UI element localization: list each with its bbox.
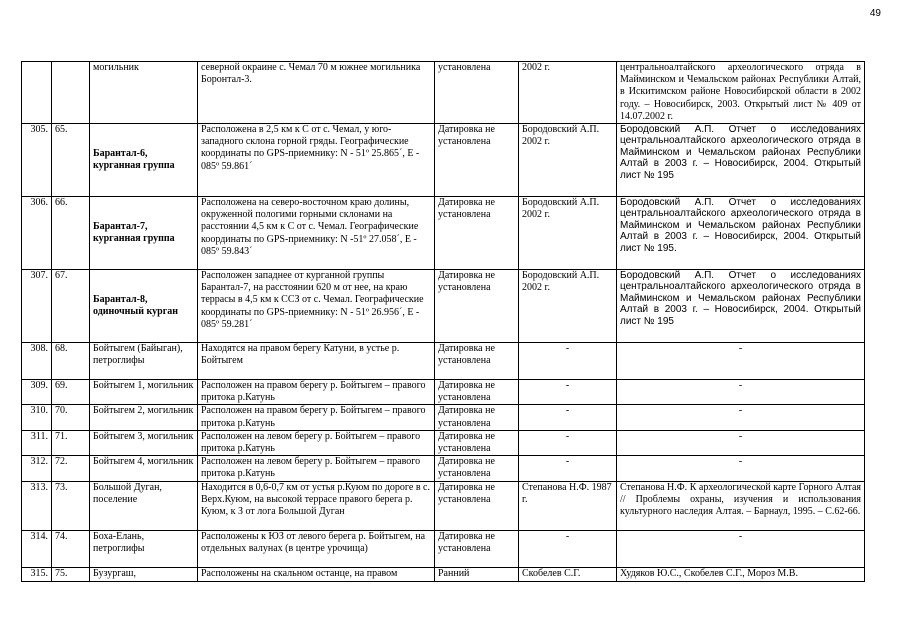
dating-cell: Ранний — [435, 567, 519, 581]
row-number-cell: 311. — [22, 430, 52, 455]
literature-cell: Бородовский А.П. Отчет о исследованиях центральноалтайского археологического отряда в Майминском и Чемальском районах Республики Алтай в 2003 г. – Новосибирск, 2004. Открытый лист № 195. — [617, 197, 865, 270]
row-number-cell: 314. — [22, 530, 52, 567]
dating-cell: Датировка не установлена — [435, 380, 519, 405]
district-number-cell: 71. — [52, 430, 90, 455]
monument-name-cell: Боха-Елань, петроглифы — [90, 530, 198, 567]
row-number-cell: 306. — [22, 197, 52, 270]
table-row — [22, 124, 865, 197]
location-cell: Расположены к ЮЗ от левого берега р. Бойтыгем, на отдельных валунах (в центре урочища) — [198, 530, 435, 567]
monument-name-cell: Бойтыгем (Байыган), петроглифы — [90, 343, 198, 380]
location-cell: Расположен на левом берегу р. Бойтыгем – правого притока р.Катунь — [198, 456, 435, 481]
table-row — [22, 380, 865, 405]
district-number-cell: 75. — [52, 567, 90, 581]
table-row — [22, 270, 865, 343]
dating-cell: Датировка не установлена — [435, 343, 519, 380]
table-row — [22, 481, 865, 530]
researcher-cell: - — [519, 380, 617, 405]
monument-name-cell: Барантал-7, курганная группа — [90, 197, 198, 270]
table-row — [22, 62, 865, 124]
researcher-cell: - — [519, 430, 617, 455]
row-number-cell: 310. — [22, 405, 52, 430]
researcher-cell: - — [519, 405, 617, 430]
location-cell: Находятся на правом берегу Катуни, в устье р. Бойтыгем — [198, 343, 435, 380]
literature-cell: Степанова Н.Ф. К археологической карте Горного Алтая // Проблемы охраны, изучения и использования культурного наследия Алтая. – Барнаул, 1995. – С.62-66. — [617, 481, 865, 530]
monument-name-cell: Барантал-6, курганная группа — [90, 124, 198, 197]
dating-cell: Датировка не установлена — [435, 405, 519, 430]
dating-cell: Датировка не установлена — [435, 530, 519, 567]
location-cell: Расположена в 2,5 км к С от с. Чемал, у юго-западного склона горной гряды. Географические координаты по GPS-приемнику: N - 51º 25.865´, E - 085º 59.861´ — [198, 124, 435, 197]
dating-cell: Датировка не установлена — [435, 456, 519, 481]
location-cell: Расположен на левом берегу р. Бойтыгем – правого притока р.Катунь — [198, 430, 435, 455]
table-row — [22, 530, 865, 567]
row-number-cell: 309. — [22, 380, 52, 405]
table-row — [22, 343, 865, 380]
researcher-cell: 2002 г. — [519, 62, 617, 124]
researcher-cell: - — [519, 530, 617, 567]
row-number-cell: 312. — [22, 456, 52, 481]
district-number-cell: 68. — [52, 343, 90, 380]
district-number-cell: 66. — [52, 197, 90, 270]
monument-name-cell: могильник — [90, 62, 198, 124]
literature-cell: Бородовский А.П. Отчет о исследованиях центральноалтайского археологического отряда в Майминском и Чемальском районах Республики Алтай в 2003 г. – Новосибирск, 2004. Открытый лист № 195 — [617, 124, 865, 197]
researcher-cell: Скобелев С.Г. — [519, 567, 617, 581]
row-number-cell: 307. — [22, 270, 52, 343]
dating-cell: Датировка не установлена — [435, 430, 519, 455]
row-number-cell: 308. — [22, 343, 52, 380]
monument-name-cell: Бузургаш, — [90, 567, 198, 581]
row-number-cell — [22, 62, 52, 124]
table-row — [22, 405, 865, 430]
literature-cell: Худяков Ю.С., Скобелев С.Г., Мороз М.В. — [617, 567, 865, 581]
district-number-cell: 65. — [52, 124, 90, 197]
table-row — [22, 430, 865, 455]
monument-name-cell: Бойтыгем 1, могильник — [90, 380, 198, 405]
district-number-cell: 67. — [52, 270, 90, 343]
literature-cell: - — [617, 405, 865, 430]
researcher-cell: Бородовский А.П. 2002 г. — [519, 270, 617, 343]
table-row — [22, 456, 865, 481]
dating-cell: Датировка не установлена — [435, 270, 519, 343]
district-number-cell: 72. — [52, 456, 90, 481]
district-number-cell: 70. — [52, 405, 90, 430]
table-row — [22, 567, 865, 581]
monument-name-cell: Бойтыгем 3, могильник — [90, 430, 198, 455]
dating-cell: Датировка не установлена — [435, 197, 519, 270]
location-cell: Расположены на скальном останце, на правом — [198, 567, 435, 581]
researcher-cell: Степанова Н.Ф. 1987 г. — [519, 481, 617, 530]
researcher-cell: - — [519, 456, 617, 481]
researcher-cell: - — [519, 343, 617, 380]
literature-cell: Бородовский А.П. Отчет о исследованиях центральноалтайского археологического отряда в Майминском и Чемальском районах Республики Алтай в 2003 г. – Новосибирск, 2004. Открытый лист № 195 — [617, 270, 865, 343]
literature-cell: - — [617, 380, 865, 405]
dating-cell: установлена — [435, 62, 519, 124]
monuments-table — [21, 61, 865, 582]
district-number-cell: 69. — [52, 380, 90, 405]
dating-cell: Датировка не установлена — [435, 481, 519, 530]
monument-name-cell: Большой Дуган, поселение — [90, 481, 198, 530]
page-number: 49 — [869, 8, 881, 19]
literature-cell: - — [617, 430, 865, 455]
district-number-cell — [52, 62, 90, 124]
researcher-cell: Бородовский А.П. 2002 г. — [519, 197, 617, 270]
monument-name-cell: Бойтыгем 2, могильник — [90, 405, 198, 430]
dating-cell: Датировка не установлена — [435, 124, 519, 197]
row-number-cell: 313. — [22, 481, 52, 530]
table-body — [22, 62, 865, 582]
location-cell: северной окраине с. Чемал 70 м южнее могильника Боронтал-3. — [198, 62, 435, 124]
district-number-cell: 74. — [52, 530, 90, 567]
researcher-cell: Бородовский А.П. 2002 г. — [519, 124, 617, 197]
literature-cell: - — [617, 530, 865, 567]
location-cell: Расположен на правом берегу р. Бойтыгем – правого притока р.Катунь — [198, 380, 435, 405]
literature-cell: центральноалтайского археологического отряда в Майминском и Чемальском районах Республики Алтай, в Искитимском районе Новосибирской области в 2002 году. – Новосибирск, 2003. Открытый лист № 409 от 14.07.2002 г. — [617, 62, 865, 124]
location-cell: Находится в 0,6-0,7 км от устья р.Куюм по дороге в с. Верх.Куюм, на высокой террасе правого берега р. Куюм, к З от лога Большой Дуган — [198, 481, 435, 530]
row-number-cell: 305. — [22, 124, 52, 197]
district-number-cell: 73. — [52, 481, 90, 530]
location-cell: Расположен западнее от курганной группы Барантал-7, на расстоянии 620 м от нее, на краю террасы в 4,5 км к ССЗ от с. Чемал. Географические координаты по GPS-приемнику: N - 51º 26.956´, E - 085º 59.281´ — [198, 270, 435, 343]
literature-cell: - — [617, 456, 865, 481]
monument-name-cell: Барантал-8, одиночный курган — [90, 270, 198, 343]
literature-cell: - — [617, 343, 865, 380]
monument-name-cell: Бойтыгем 4, могильник — [90, 456, 198, 481]
location-cell: Расположена на северо-восточном краю долины, окруженной пологими горными склонами на расстоянии 4,5 км к С от с. Чемал. Географические координаты по GPS-приемнику: N -51º 27.058´, E - 085º 59.843´ — [198, 197, 435, 270]
row-number-cell: 315. — [22, 567, 52, 581]
location-cell: Расположен на правом берегу р. Бойтыгем – правого притока р.Катунь — [198, 405, 435, 430]
table-row — [22, 197, 865, 270]
